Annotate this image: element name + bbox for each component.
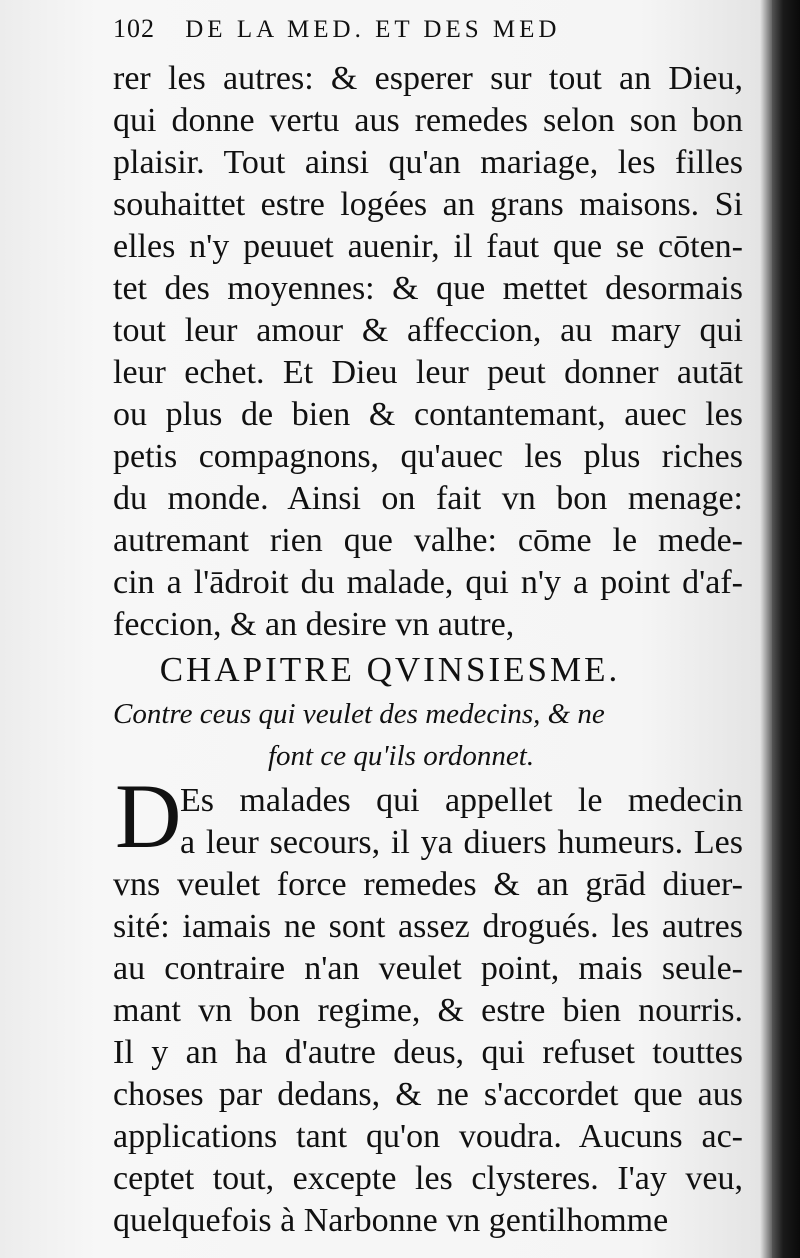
text-line: autremant rien que valhe: cōme le mede- — [113, 522, 743, 559]
text-line: elles n'y peuuet auenir, il faut que se cōten- — [113, 228, 743, 265]
text-line: tout leur amour & affeccion, au mary qui — [113, 312, 743, 349]
text-line: souhaittet estre logées an grans maisons. Si — [113, 186, 743, 223]
chapter-subtitle-line-2: font ce qu'ils ordonnet. — [268, 740, 535, 772]
text-line: Es malades qui appellet le medecin — [180, 782, 743, 819]
chapter-subtitle-line-1: Contre ceus qui veulet des medecins, & ne — [113, 698, 605, 730]
drop-cap: D — [115, 765, 182, 867]
text-line: rer les autres: & esperer sur tout an Dieu, — [113, 60, 743, 97]
running-title: DE LA MED. ET DES MED — [185, 16, 561, 43]
text-line: tet des moyennes: & que mettet desormais — [113, 270, 743, 307]
text-line: a leur secours, il ya diuers humeurs. Les — [180, 824, 743, 861]
text-line: choses par dedans, & ne s'accordet que aus — [113, 1076, 743, 1113]
text-line: feccion, & an desire vn autre, — [113, 606, 515, 643]
text-line: leur echet. Et Dieu leur peut donner autāt — [113, 354, 743, 391]
text-line: ceptet tout, excepte les clysteres. I'ay veu, — [113, 1160, 743, 1197]
text-line: au contraire n'an veulet point, mais seule- — [113, 950, 743, 987]
text-line: petis compagnons, qu'auec les plus riches — [113, 438, 743, 475]
text-line: quelquefois à Narbonne vn gentilhomme — [113, 1202, 669, 1239]
text-line: du monde. Ainsi on fait vn bon menage: — [113, 480, 743, 517]
text-line: mant vn bon regime, & estre bien nourris. — [113, 992, 743, 1029]
running-header — [113, 14, 753, 54]
page-gutter-shadow — [772, 0, 800, 1258]
text-line: qui donne vertu aus remedes selon son bon — [113, 102, 743, 139]
text-line: applications tant qu'on voudra. Aucuns ac- — [113, 1118, 743, 1155]
text-line: sité: iamais ne sont assez drogués. les autres — [113, 908, 743, 945]
text-line: ou plus de bien & contantemant, auec les — [113, 396, 743, 433]
text-line: cin a l'ādroit du malade, qui n'y a point d'af- — [113, 564, 743, 601]
text-line: vns veulet force remedes & an grād diuer- — [113, 866, 743, 903]
chapter-title: CHAPITRE QVINSIESME. — [159, 650, 621, 689]
page-number: 102 — [113, 14, 155, 43]
text-line: Il y an ha d'autre deus, qui refuset touttes — [113, 1034, 743, 1071]
text-line: plaisir. Tout ainsi qu'an mariage, les filles — [113, 144, 743, 181]
